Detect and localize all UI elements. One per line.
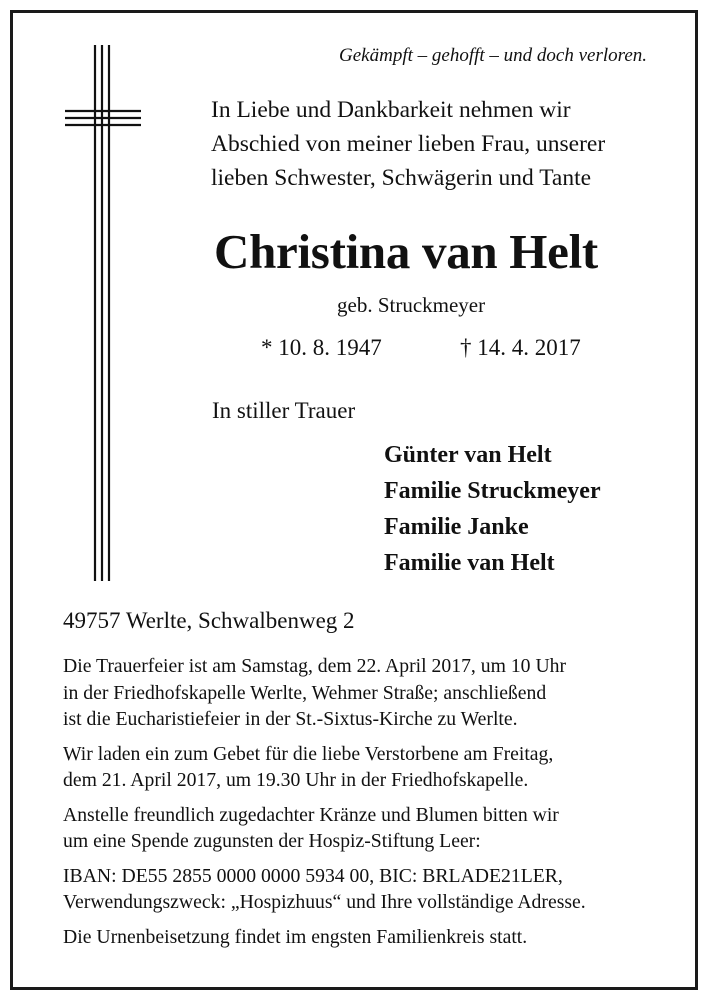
text-line: Die Trauerfeier ist am Samstag, dem 22. April 2017, um 10 Uhr: [63, 655, 567, 677]
birth-name: geb. Struckmeyer: [337, 293, 486, 317]
text-line: Die Urnenbeisetzung findet im engsten Familienkreis statt.: [63, 925, 528, 948]
paragraph-bank-details: [63, 863, 586, 916]
mourner-name: Günter van Helt: [384, 442, 552, 468]
intro-line: In Liebe und Dankbarkeit nehmen wir: [211, 97, 571, 123]
mourner-name: Familie Struckmeyer: [384, 478, 601, 504]
death-date: † 14. 4. 2017: [460, 335, 581, 360]
paragraph-prayer: [63, 741, 586, 794]
intro-line: Abschied von meiner lieben Frau, unserer: [211, 131, 606, 157]
cross-icon: [63, 43, 143, 583]
intro-line: lieben Schwester, Schwägerin und Tante: [211, 165, 592, 191]
text-line: um eine Spende zugunsten der Hospiz-Stiftung Leer:: [63, 830, 481, 852]
text-line: Anstelle freundlich zugedachter Kränze und Blumen bitten wir: [63, 803, 559, 826]
motto: Gekämpft – gehofft – und doch verloren.: [339, 45, 647, 66]
text-line: in der Friedhofskapelle Werlte, Wehmer Straße; anschließend: [63, 681, 547, 704]
deceased-name: Christina van Helt: [214, 224, 598, 279]
text-line: Verwendungszweck: „Hospizhuus“ und Ihre vollständige Adresse.: [63, 891, 586, 913]
address: 49757 Werlte, Schwalbenweg 2: [63, 608, 355, 633]
obituary-frame: [10, 10, 698, 990]
mourner-name: Familie Janke: [384, 514, 529, 540]
birth-date: * 10. 8. 1947: [261, 335, 382, 360]
text-line: dem 21. April 2017, um 19.30 Uhr in der Friedhofskapelle.: [63, 769, 529, 791]
mourners-list: [384, 437, 601, 581]
intro-text: [211, 93, 605, 195]
paragraph-funeral: [63, 653, 586, 733]
mourning-label: In stiller Trauer: [212, 398, 356, 423]
mourner-name: Familie van Helt: [384, 550, 555, 576]
text-line: IBAN: DE55 2855 0000 0000 5934 00, BIC: BRLADE21LER,: [63, 864, 563, 887]
details-text: [63, 653, 586, 958]
text-line: Wir laden ein zum Gebet für die liebe Verstorbene am Freitag,: [63, 742, 554, 765]
text-line: ist die Eucharistiefeier in der St.-Sixtus-Kirche zu Werlte.: [63, 708, 518, 730]
paragraph-burial: [63, 924, 586, 951]
paragraph-donation: [63, 802, 586, 855]
